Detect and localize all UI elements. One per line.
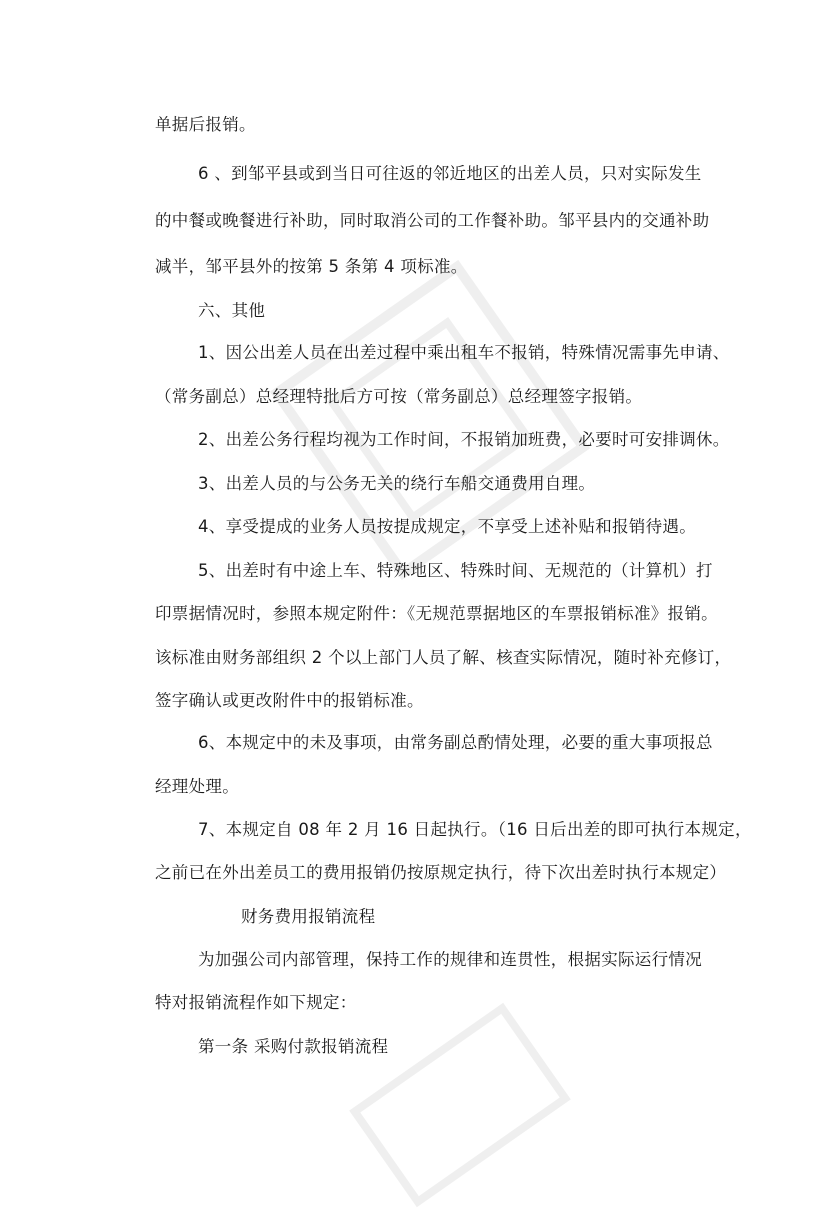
watermark-icon [249, 239, 611, 601]
paragraph-line: （常务副总）总经理特批后方可按（常务副总）总经理签字报销。 [155, 387, 643, 406]
paragraph-line: 特对报销流程作如下规定： [155, 993, 357, 1012]
paragraph-line: 3、出差人员的与公务无关的绕行车船交通费用自理。 [198, 474, 596, 493]
paragraph-line: 6、本规定中的未及事项，由常务副总酌情处理，必要的重大事项报总 [198, 733, 713, 752]
section-heading: 六、其他 [198, 301, 266, 320]
section-title: 财务费用报销流程 [241, 907, 376, 926]
paragraph-line: 经理处理。 [155, 777, 239, 796]
article-heading: 第一条 采购付款报销流程 [198, 1037, 389, 1056]
paragraph-line: 印票据情况时，参照本规定附件：《无规范票据地区的车票报销标准》报销。 [155, 604, 718, 623]
paragraph-line: 6 、到邹平县或到当日可往返的邻近地区的出差人员，只对实际发生 [198, 164, 702, 183]
paragraph-line: 7、本规定自 08 年 2 月 16 日起执行。（16 日后出差的即可执行本规定， [198, 820, 752, 839]
paragraph-line: 1、因公出差人员在出差过程中乘出租车不报销，特殊情况需事先申请、 [198, 343, 730, 362]
paragraph-line: 该标准由财务部组织 2 个以上部门人员了解、核查实际情况，随时补充修订， [155, 648, 732, 667]
paragraph-line: 减半，邹平县外的按第 5 条第 4 项标准。 [155, 257, 468, 276]
paragraph-line: 5、出差时有中途上车、特殊地区、特殊时间、无规范的（计算机）打 [198, 561, 713, 580]
watermark-icon [341, 994, 579, 1215]
paragraph-line: 单据后报销。 [155, 115, 256, 134]
paragraph-line: 为加强公司内部管理，保持工作的规律和连贯性，根据实际运行情况 [198, 950, 702, 969]
paragraph-line: 4、享受提成的业务人员按提成规定，不享受上述补贴和报销待遇。 [198, 517, 696, 536]
paragraph-line: 之前已在外出差员工的费用报销仍按原规定执行，待下次出差时执行本规定） [155, 863, 727, 882]
paragraph-line: 签字确认或更改附件中的报销标准。 [155, 691, 424, 710]
paragraph-line: 的中餐或晚餐进行补助，同时取消公司的工作餐补助。邹平县内的交通补助 [155, 211, 710, 230]
paragraph-line: 2、出差公务行程均视为工作时间，不报销加班费，必要时可安排调休。 [198, 430, 730, 449]
